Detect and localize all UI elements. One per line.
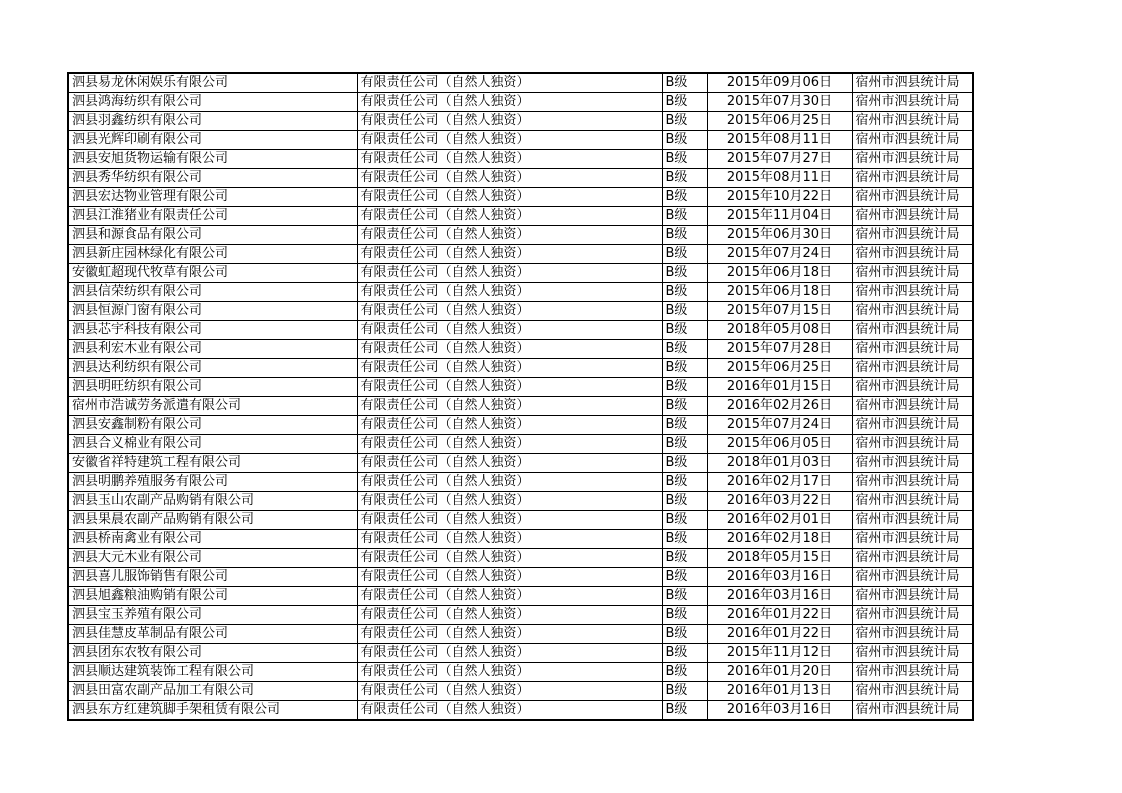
rating-cell: B级 [662, 93, 707, 112]
rating-cell: B级 [662, 226, 707, 245]
company-type-cell: 有限责任公司（自然人独资） [357, 454, 662, 473]
company-type-cell: 有限责任公司（自然人独资） [357, 416, 662, 435]
authority-cell: 宿州市泗县统计局 [852, 492, 973, 511]
rating-cell: B级 [662, 568, 707, 587]
table-row [68, 625, 973, 644]
company-type-cell: 有限责任公司（自然人独资） [357, 188, 662, 207]
table-row [68, 245, 973, 264]
date-cell: 2015年06月25日 [707, 359, 852, 378]
table-row [68, 701, 973, 721]
company-name-cell: 泗县羽鑫纺织有限公司 [68, 112, 357, 131]
date-cell: 2015年07月24日 [707, 416, 852, 435]
rating-cell: B级 [662, 663, 707, 682]
authority-cell: 宿州市泗县统计局 [852, 340, 973, 359]
table-row [68, 302, 973, 321]
authority-cell: 宿州市泗县统计局 [852, 321, 973, 340]
rating-cell: B级 [662, 188, 707, 207]
company-name-cell: 泗县宏达物业管理有限公司 [68, 188, 357, 207]
authority-cell: 宿州市泗县统计局 [852, 93, 973, 112]
company-type-cell: 有限责任公司（自然人独资） [357, 568, 662, 587]
company-type-cell: 有限责任公司（自然人独资） [357, 359, 662, 378]
date-cell: 2016年03月16日 [707, 701, 852, 721]
date-cell: 2015年06月18日 [707, 264, 852, 283]
company-type-cell: 有限责任公司（自然人独资） [357, 150, 662, 169]
company-name-cell: 泗县大元木业有限公司 [68, 549, 357, 568]
company-type-cell: 有限责任公司（自然人独资） [357, 682, 662, 701]
rating-cell: B级 [662, 587, 707, 606]
table-row [68, 549, 973, 568]
table-row [68, 644, 973, 663]
authority-cell: 宿州市泗县统计局 [852, 473, 973, 492]
rating-cell: B级 [662, 321, 707, 340]
date-cell: 2015年07月24日 [707, 245, 852, 264]
rating-cell: B级 [662, 644, 707, 663]
company-name-cell: 泗县信荣纺织有限公司 [68, 283, 357, 302]
table-row [68, 169, 973, 188]
date-cell: 2015年07月15日 [707, 302, 852, 321]
rating-cell: B级 [662, 454, 707, 473]
date-cell: 2016年01月22日 [707, 606, 852, 625]
company-name-cell: 泗县团东农牧有限公司 [68, 644, 357, 663]
company-name-cell: 宿州市浩诚劳务派遣有限公司 [68, 397, 357, 416]
rating-cell: B级 [662, 169, 707, 188]
company-type-cell: 有限责任公司（自然人独资） [357, 625, 662, 644]
table-row [68, 454, 973, 473]
company-type-cell: 有限责任公司（自然人独资） [357, 340, 662, 359]
company-name-cell: 泗县桥南禽业有限公司 [68, 530, 357, 549]
company-name-cell: 泗县明旺纺织有限公司 [68, 378, 357, 397]
table-row [68, 112, 973, 131]
table-row [68, 473, 973, 492]
rating-cell: B级 [662, 283, 707, 302]
company-name-cell: 泗县果晨农副产品购销有限公司 [68, 511, 357, 530]
rating-cell: B级 [662, 416, 707, 435]
table-row [68, 188, 973, 207]
date-cell: 2016年02月17日 [707, 473, 852, 492]
table-row [68, 587, 973, 606]
authority-cell: 宿州市泗县统计局 [852, 625, 973, 644]
rating-cell: B级 [662, 131, 707, 150]
rating-cell: B级 [662, 112, 707, 131]
rating-cell: B级 [662, 264, 707, 283]
company-name-cell: 泗县秀华纺织有限公司 [68, 169, 357, 188]
company-type-cell: 有限责任公司（自然人独资） [357, 283, 662, 302]
company-name-cell: 泗县东方红建筑脚手架租赁有限公司 [68, 701, 357, 721]
rating-cell: B级 [662, 397, 707, 416]
company-type-cell: 有限责任公司（自然人独资） [357, 587, 662, 606]
table-row [68, 682, 973, 701]
date-cell: 2015年06月25日 [707, 112, 852, 131]
company-name-cell: 泗县旭鑫粮油购销有限公司 [68, 587, 357, 606]
company-type-cell: 有限责任公司（自然人独资） [357, 264, 662, 283]
table-row [68, 530, 973, 549]
rating-cell: B级 [662, 625, 707, 644]
company-type-cell: 有限责任公司（自然人独资） [357, 112, 662, 131]
table-row [68, 264, 973, 283]
rating-cell: B级 [662, 606, 707, 625]
company-type-cell: 有限责任公司（自然人独资） [357, 378, 662, 397]
table-row [68, 93, 973, 112]
authority-cell: 宿州市泗县统计局 [852, 663, 973, 682]
company-name-cell: 泗县顺达建筑装饰工程有限公司 [68, 663, 357, 682]
rating-cell: B级 [662, 150, 707, 169]
rating-cell: B级 [662, 682, 707, 701]
table-row [68, 131, 973, 150]
date-cell: 2015年08月11日 [707, 131, 852, 150]
company-type-cell: 有限责任公司（自然人独资） [357, 644, 662, 663]
date-cell: 2016年01月13日 [707, 682, 852, 701]
company-type-cell: 有限责任公司（自然人独资） [357, 549, 662, 568]
authority-cell: 宿州市泗县统计局 [852, 435, 973, 454]
authority-cell: 宿州市泗县统计局 [852, 283, 973, 302]
table-row [68, 359, 973, 378]
authority-cell: 宿州市泗县统计局 [852, 378, 973, 397]
authority-cell: 宿州市泗县统计局 [852, 73, 973, 93]
authority-cell: 宿州市泗县统计局 [852, 188, 973, 207]
authority-cell: 宿州市泗县统计局 [852, 644, 973, 663]
company-type-cell: 有限责任公司（自然人独资） [357, 226, 662, 245]
company-name-cell: 泗县喜儿服饰销售有限公司 [68, 568, 357, 587]
authority-cell: 宿州市泗县统计局 [852, 150, 973, 169]
company-name-cell: 泗县合义棉业有限公司 [68, 435, 357, 454]
company-type-cell: 有限责任公司（自然人独资） [357, 302, 662, 321]
company-type-cell: 有限责任公司（自然人独资） [357, 397, 662, 416]
table-row [68, 663, 973, 682]
authority-cell: 宿州市泗县统计局 [852, 511, 973, 530]
company-type-cell: 有限责任公司（自然人独资） [357, 131, 662, 150]
rating-cell: B级 [662, 435, 707, 454]
authority-cell: 宿州市泗县统计局 [852, 568, 973, 587]
authority-cell: 宿州市泗县统计局 [852, 682, 973, 701]
date-cell: 2015年09月06日 [707, 73, 852, 93]
date-cell: 2015年11月12日 [707, 644, 852, 663]
date-cell: 2015年07月27日 [707, 150, 852, 169]
company-name-cell: 泗县江淮猪业有限责任公司 [68, 207, 357, 226]
company-name-cell: 泗县达利纺织有限公司 [68, 359, 357, 378]
company-name-cell: 安徽省祥特建筑工程有限公司 [68, 454, 357, 473]
authority-cell: 宿州市泗县统计局 [852, 302, 973, 321]
authority-cell: 宿州市泗县统计局 [852, 264, 973, 283]
table-row [68, 511, 973, 530]
table-row [68, 150, 973, 169]
date-cell: 2015年07月28日 [707, 340, 852, 359]
company-name-cell: 泗县宝玉养殖有限公司 [68, 606, 357, 625]
date-cell: 2018年05月08日 [707, 321, 852, 340]
date-cell: 2016年01月15日 [707, 378, 852, 397]
date-cell: 2015年06月18日 [707, 283, 852, 302]
date-cell: 2015年10月22日 [707, 188, 852, 207]
rating-cell: B级 [662, 549, 707, 568]
rating-cell: B级 [662, 207, 707, 226]
company-name-cell: 泗县芯宇科技有限公司 [68, 321, 357, 340]
company-type-cell: 有限责任公司（自然人独资） [357, 530, 662, 549]
rating-cell: B级 [662, 359, 707, 378]
company-name-cell: 泗县田富农副产品加工有限公司 [68, 682, 357, 701]
date-cell: 2015年11月04日 [707, 207, 852, 226]
date-cell: 2015年06月05日 [707, 435, 852, 454]
table-row [68, 606, 973, 625]
company-name-cell: 泗县新庄园林绿化有限公司 [68, 245, 357, 264]
date-cell: 2015年06月30日 [707, 226, 852, 245]
table-row [68, 416, 973, 435]
table-row [68, 73, 973, 93]
company-type-cell: 有限责任公司（自然人独资） [357, 207, 662, 226]
date-cell: 2016年02月01日 [707, 511, 852, 530]
authority-cell: 宿州市泗县统计局 [852, 549, 973, 568]
company-type-cell: 有限责任公司（自然人独资） [357, 701, 662, 721]
rating-cell: B级 [662, 340, 707, 359]
rating-cell: B级 [662, 492, 707, 511]
authority-cell: 宿州市泗县统计局 [852, 207, 973, 226]
rating-cell: B级 [662, 511, 707, 530]
authority-cell: 宿州市泗县统计局 [852, 245, 973, 264]
authority-cell: 宿州市泗县统计局 [852, 701, 973, 721]
date-cell: 2016年02月26日 [707, 397, 852, 416]
date-cell: 2016年03月16日 [707, 587, 852, 606]
authority-cell: 宿州市泗县统计局 [852, 606, 973, 625]
authority-cell: 宿州市泗县统计局 [852, 359, 973, 378]
rating-cell: B级 [662, 378, 707, 397]
company-type-cell: 有限责任公司（自然人独资） [357, 511, 662, 530]
company-name-cell: 泗县安旭货物运输有限公司 [68, 150, 357, 169]
authority-cell: 宿州市泗县统计局 [852, 226, 973, 245]
date-cell: 2016年02月18日 [707, 530, 852, 549]
company-name-cell: 泗县光辉印刷有限公司 [68, 131, 357, 150]
company-type-cell: 有限责任公司（自然人独资） [357, 73, 662, 93]
table-body [68, 73, 973, 720]
rating-cell: B级 [662, 701, 707, 721]
table-row [68, 321, 973, 340]
table-row [68, 340, 973, 359]
rating-cell: B级 [662, 530, 707, 549]
authority-cell: 宿州市泗县统计局 [852, 169, 973, 188]
credit-rating-table [67, 72, 974, 721]
company-type-cell: 有限责任公司（自然人独资） [357, 169, 662, 188]
table-row [68, 492, 973, 511]
company-name-cell: 泗县佳慧皮革制品有限公司 [68, 625, 357, 644]
company-type-cell: 有限责任公司（自然人独资） [357, 435, 662, 454]
date-cell: 2015年08月11日 [707, 169, 852, 188]
table-row [68, 397, 973, 416]
authority-cell: 宿州市泗县统计局 [852, 454, 973, 473]
company-name-cell: 泗县利宏木业有限公司 [68, 340, 357, 359]
authority-cell: 宿州市泗县统计局 [852, 587, 973, 606]
company-type-cell: 有限责任公司（自然人独资） [357, 606, 662, 625]
company-name-cell: 泗县易龙休闲娱乐有限公司 [68, 73, 357, 93]
table-row [68, 226, 973, 245]
company-type-cell: 有限责任公司（自然人独资） [357, 473, 662, 492]
date-cell: 2016年01月22日 [707, 625, 852, 644]
authority-cell: 宿州市泗县统计局 [852, 112, 973, 131]
authority-cell: 宿州市泗县统计局 [852, 530, 973, 549]
table-row [68, 207, 973, 226]
company-name-cell: 泗县安鑫制粉有限公司 [68, 416, 357, 435]
company-name-cell: 泗县玉山农副产品购销有限公司 [68, 492, 357, 511]
company-type-cell: 有限责任公司（自然人独资） [357, 93, 662, 112]
company-type-cell: 有限责任公司（自然人独资） [357, 321, 662, 340]
company-name-cell: 泗县和源食品有限公司 [68, 226, 357, 245]
table-row [68, 283, 973, 302]
date-cell: 2015年07月30日 [707, 93, 852, 112]
authority-cell: 宿州市泗县统计局 [852, 416, 973, 435]
rating-cell: B级 [662, 245, 707, 264]
company-name-cell: 安徽虹超现代牧草有限公司 [68, 264, 357, 283]
rating-cell: B级 [662, 73, 707, 93]
authority-cell: 宿州市泗县统计局 [852, 397, 973, 416]
date-cell: 2018年01月03日 [707, 454, 852, 473]
company-type-cell: 有限责任公司（自然人独资） [357, 492, 662, 511]
company-type-cell: 有限责任公司（自然人独资） [357, 663, 662, 682]
company-name-cell: 泗县明鹏养殖服务有限公司 [68, 473, 357, 492]
authority-cell: 宿州市泗县统计局 [852, 131, 973, 150]
date-cell: 2016年03月22日 [707, 492, 852, 511]
date-cell: 2016年01月20日 [707, 663, 852, 682]
rating-cell: B级 [662, 473, 707, 492]
company-name-cell: 泗县鸿海纺织有限公司 [68, 93, 357, 112]
company-name-cell: 泗县恒源门窗有限公司 [68, 302, 357, 321]
table-row [68, 568, 973, 587]
table-row [68, 435, 973, 454]
date-cell: 2016年03月16日 [707, 568, 852, 587]
rating-cell: B级 [662, 302, 707, 321]
date-cell: 2018年05月15日 [707, 549, 852, 568]
table-row [68, 378, 973, 397]
company-type-cell: 有限责任公司（自然人独资） [357, 245, 662, 264]
